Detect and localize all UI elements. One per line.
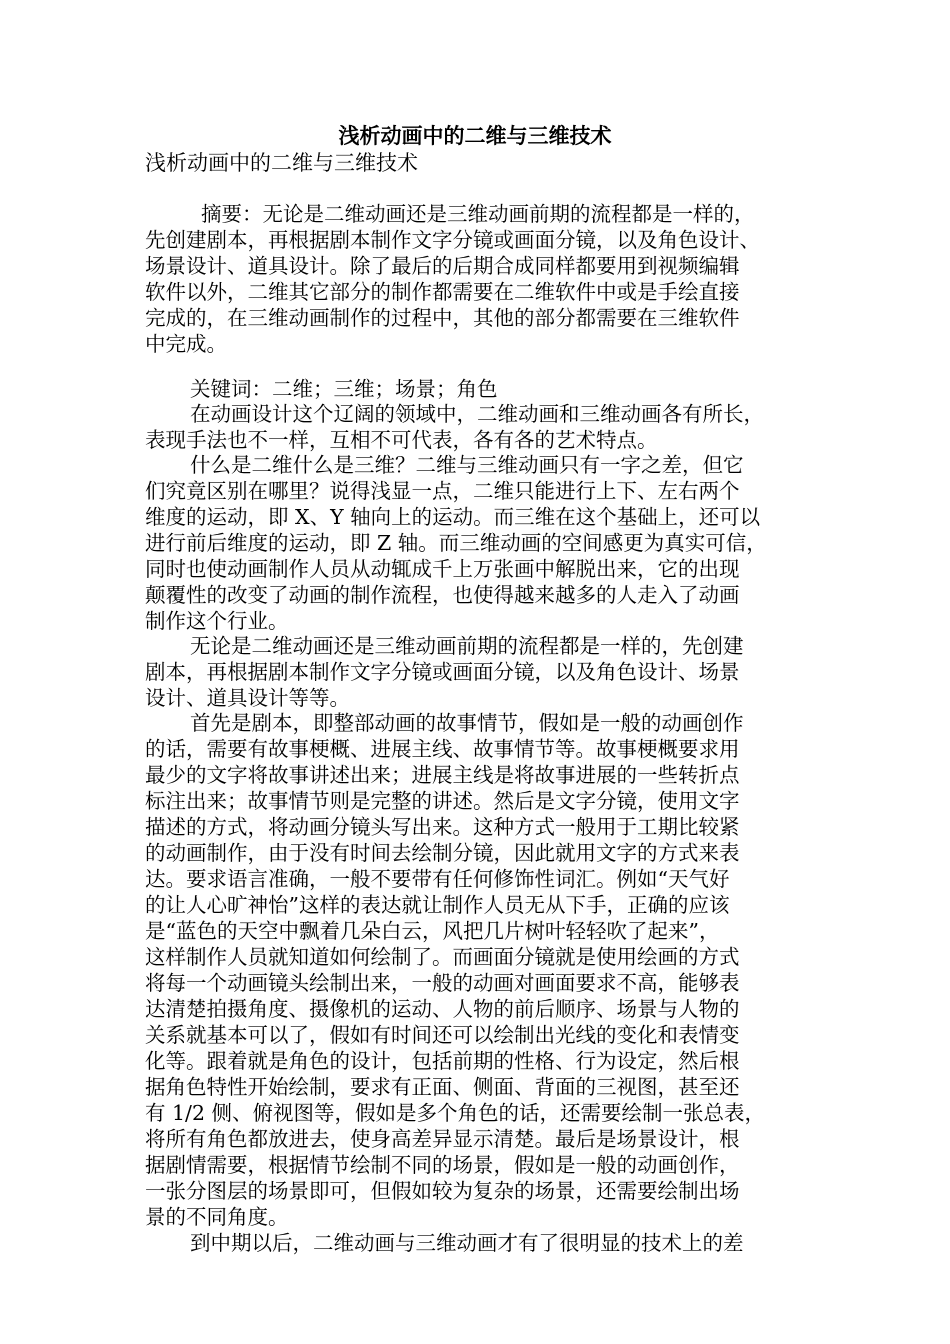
- body-line: 中完成。: [145, 332, 227, 356]
- body-line: 首先是剧本，即整部动画的故事情节，假如是一般的动画创作: [190, 711, 744, 735]
- body-line: 同时也使动画制作人员从动辄成千上万张画中解脱出来，它的出现: [145, 557, 740, 581]
- body-line: 关系就基本可以了，假如有时间还可以绘制出光线的变化和表情变: [145, 1023, 740, 1047]
- body-line: 的话，需要有故事梗概、进展主线、故事情节等。故事梗概要求用: [145, 737, 740, 761]
- body-line: 达。要求语言准确，一般不要带有任何修饰性词汇。例如“天气好: [145, 867, 730, 891]
- body-line: 制作这个行业。: [145, 609, 289, 633]
- body-line: 的动画制作，由于没有时间去绘制分镜，因此就用文字的方式来表: [145, 841, 740, 865]
- body-line: 们究竟区别在哪里？说得浅显一点，二维只能进行上下、左右两个: [145, 479, 740, 503]
- body-line: 先创建剧本，再根据剧本制作文字分镜或画面分镜，以及角色设计、: [145, 228, 760, 252]
- body-line: 标注出来；故事情节则是完整的讲述。然后是文字分镜，使用文字: [145, 789, 740, 813]
- body-line: 什么是二维什么是三维？二维与三维动画只有一字之差，但它: [190, 453, 744, 477]
- body-line: 一张分图层的场景即可，但假如较为复杂的场景，还需要绘制出场: [145, 1179, 740, 1203]
- body-line: 将每一个动画镜头绘制出来，一般的动画对画面要求不高，能够表: [145, 971, 740, 995]
- body-line: 据剧情需要，根据情节绘制不同的场景，假如是一般的动画创作，: [145, 1153, 740, 1177]
- body-line: 达清楚拍摄角度、摄像机的运动、人物的前后顺序、场景与人物的: [145, 997, 740, 1021]
- body-line: 将所有角色都放进去，使身高差异显示清楚。最后是场景设计，根: [145, 1127, 740, 1151]
- body-line: 完成的，在三维动画制作的过程中，其他的部分都需要在三维软件: [145, 306, 740, 330]
- document-title: 浅析动画中的二维与三维技术: [338, 123, 612, 148]
- body-line: 这样制作人员就知道如何绘制了。而画面分镜就是使用绘画的方式: [145, 945, 740, 969]
- body-line: 剧本，再根据剧本制作文字分镜或画面分镜，以及角色设计、场景: [145, 660, 740, 684]
- body-line: 摘要：无论是二维动画还是三维动画前期的流程都是一样的，: [201, 202, 755, 226]
- body-line: 场景设计、道具设计。除了最后的后期合成同样都要用到视频编辑: [145, 254, 740, 278]
- body-line: 的让人心旷神怡”这样的表达就让制作人员无从下手，正确的应该: [145, 893, 730, 917]
- body-line: 据角色特性开始绘制，要求有正面、侧面、背面的三视图，甚至还: [145, 1075, 740, 1099]
- body-line: 表现手法也不一样，互相不可代表，各有各的艺术特点。: [145, 428, 658, 452]
- body-line: 化等。跟着就是角色的设计，包括前期的性格、行为设定，然后根: [145, 1049, 740, 1073]
- body-line: 描述的方式，将动画分镜头写出来。这种方式一般用于工期比较紧: [145, 815, 740, 839]
- body-line: 维度的运动，即 X、Y 轴向上的运动。而三维在这个基础上，还可以: [145, 505, 761, 529]
- body-line: 无论是二维动画还是三维动画前期的流程都是一样的，先创建: [190, 634, 744, 658]
- body-line: 有 1/2 侧、俯视图等，假如是多个角色的话，还需要绘制一张总表，: [145, 1101, 766, 1125]
- body-line: 关键词：二维；三维；场景；角色: [190, 377, 498, 401]
- body-line: 景的不同角度。: [145, 1205, 289, 1229]
- document-subtitle: 浅析动画中的二维与三维技术: [145, 151, 418, 175]
- body-line: 进行前后维度的运动，即 Z 轴。而三维动画的空间感更为真实可信，: [145, 531, 767, 555]
- body-line: 设计、道具设计等等。: [145, 686, 350, 710]
- body-line: 最少的文字将故事讲述出来；进展主线是将故事进展的一些转折点: [145, 763, 740, 787]
- body-line: 颠覆性的改变了动画的制作流程，也使得越来越多的人走入了动画: [145, 583, 740, 607]
- body-line: 到中期以后，二维动画与三维动画才有了很明显的技术上的差: [190, 1231, 744, 1255]
- body-line: 软件以外，二维其它部分的制作都需要在二维软件中或是手绘直接: [145, 280, 740, 304]
- body-line: 在动画设计这个辽阔的领域中，二维动画和三维动画各有所长，: [190, 402, 764, 426]
- body-line: 是“蓝色的天空中飘着几朵白云，风把几片树叶轻轻吹了起来”，: [145, 919, 720, 943]
